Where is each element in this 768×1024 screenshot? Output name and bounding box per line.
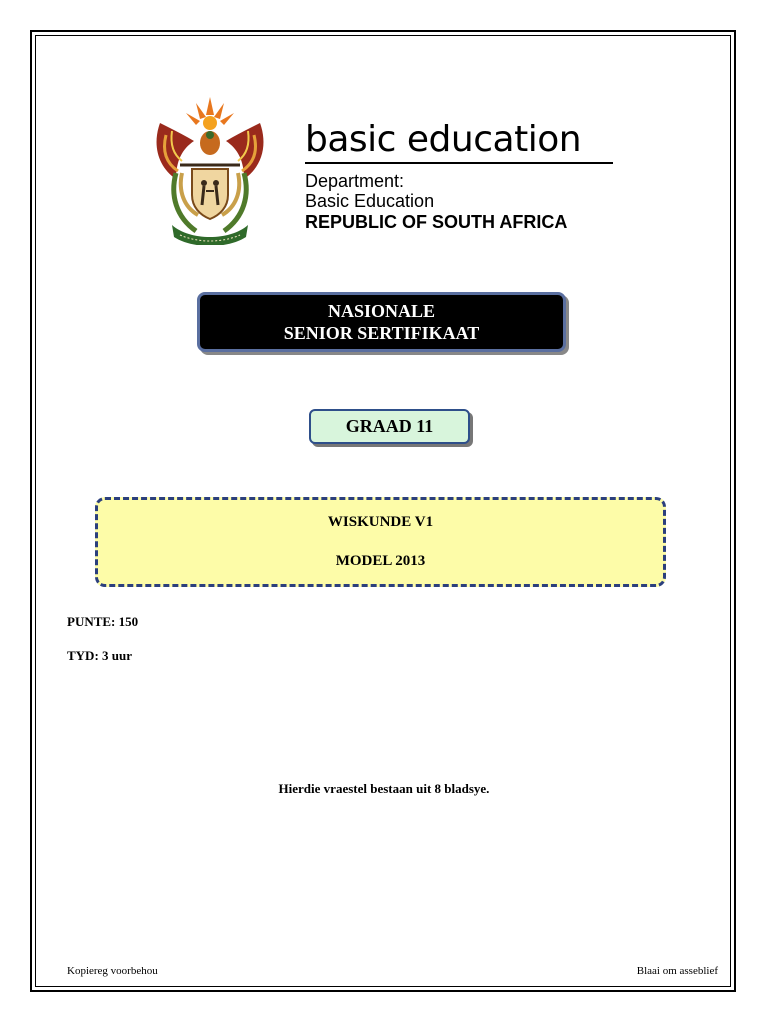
certificate-banner (197, 292, 566, 352)
copyright-footer: Kopiereg voorbehou (67, 965, 158, 977)
turn-over-footer: Blaai om asseblief (636, 965, 718, 977)
certificate-line-1: NASIONALE (327, 301, 436, 321)
brand-underline (305, 162, 613, 164)
brand-title: basic education (305, 119, 582, 160)
page-count-note: Hierdie vraestel bestaan uit 8 bladsye. (278, 781, 490, 796)
certificate-line-2: SENIOR SERTIFIKAAT (283, 323, 480, 343)
exam-marks: PUNTE: 150 (67, 614, 139, 629)
subject-name: WISKUNDE V1 (327, 514, 434, 530)
exam-time: TYD: 3 uur (67, 648, 133, 663)
department-label: Department: (305, 171, 405, 191)
grade-badge: GRAAD 11 (309, 409, 470, 444)
coat-of-arms-icon (150, 95, 270, 245)
country-name: REPUBLIC OF SOUTH AFRICA (305, 212, 568, 232)
department-name: Basic Education (305, 191, 435, 211)
subject-model: MODEL 2013 (335, 553, 426, 569)
subject-box (95, 497, 666, 587)
